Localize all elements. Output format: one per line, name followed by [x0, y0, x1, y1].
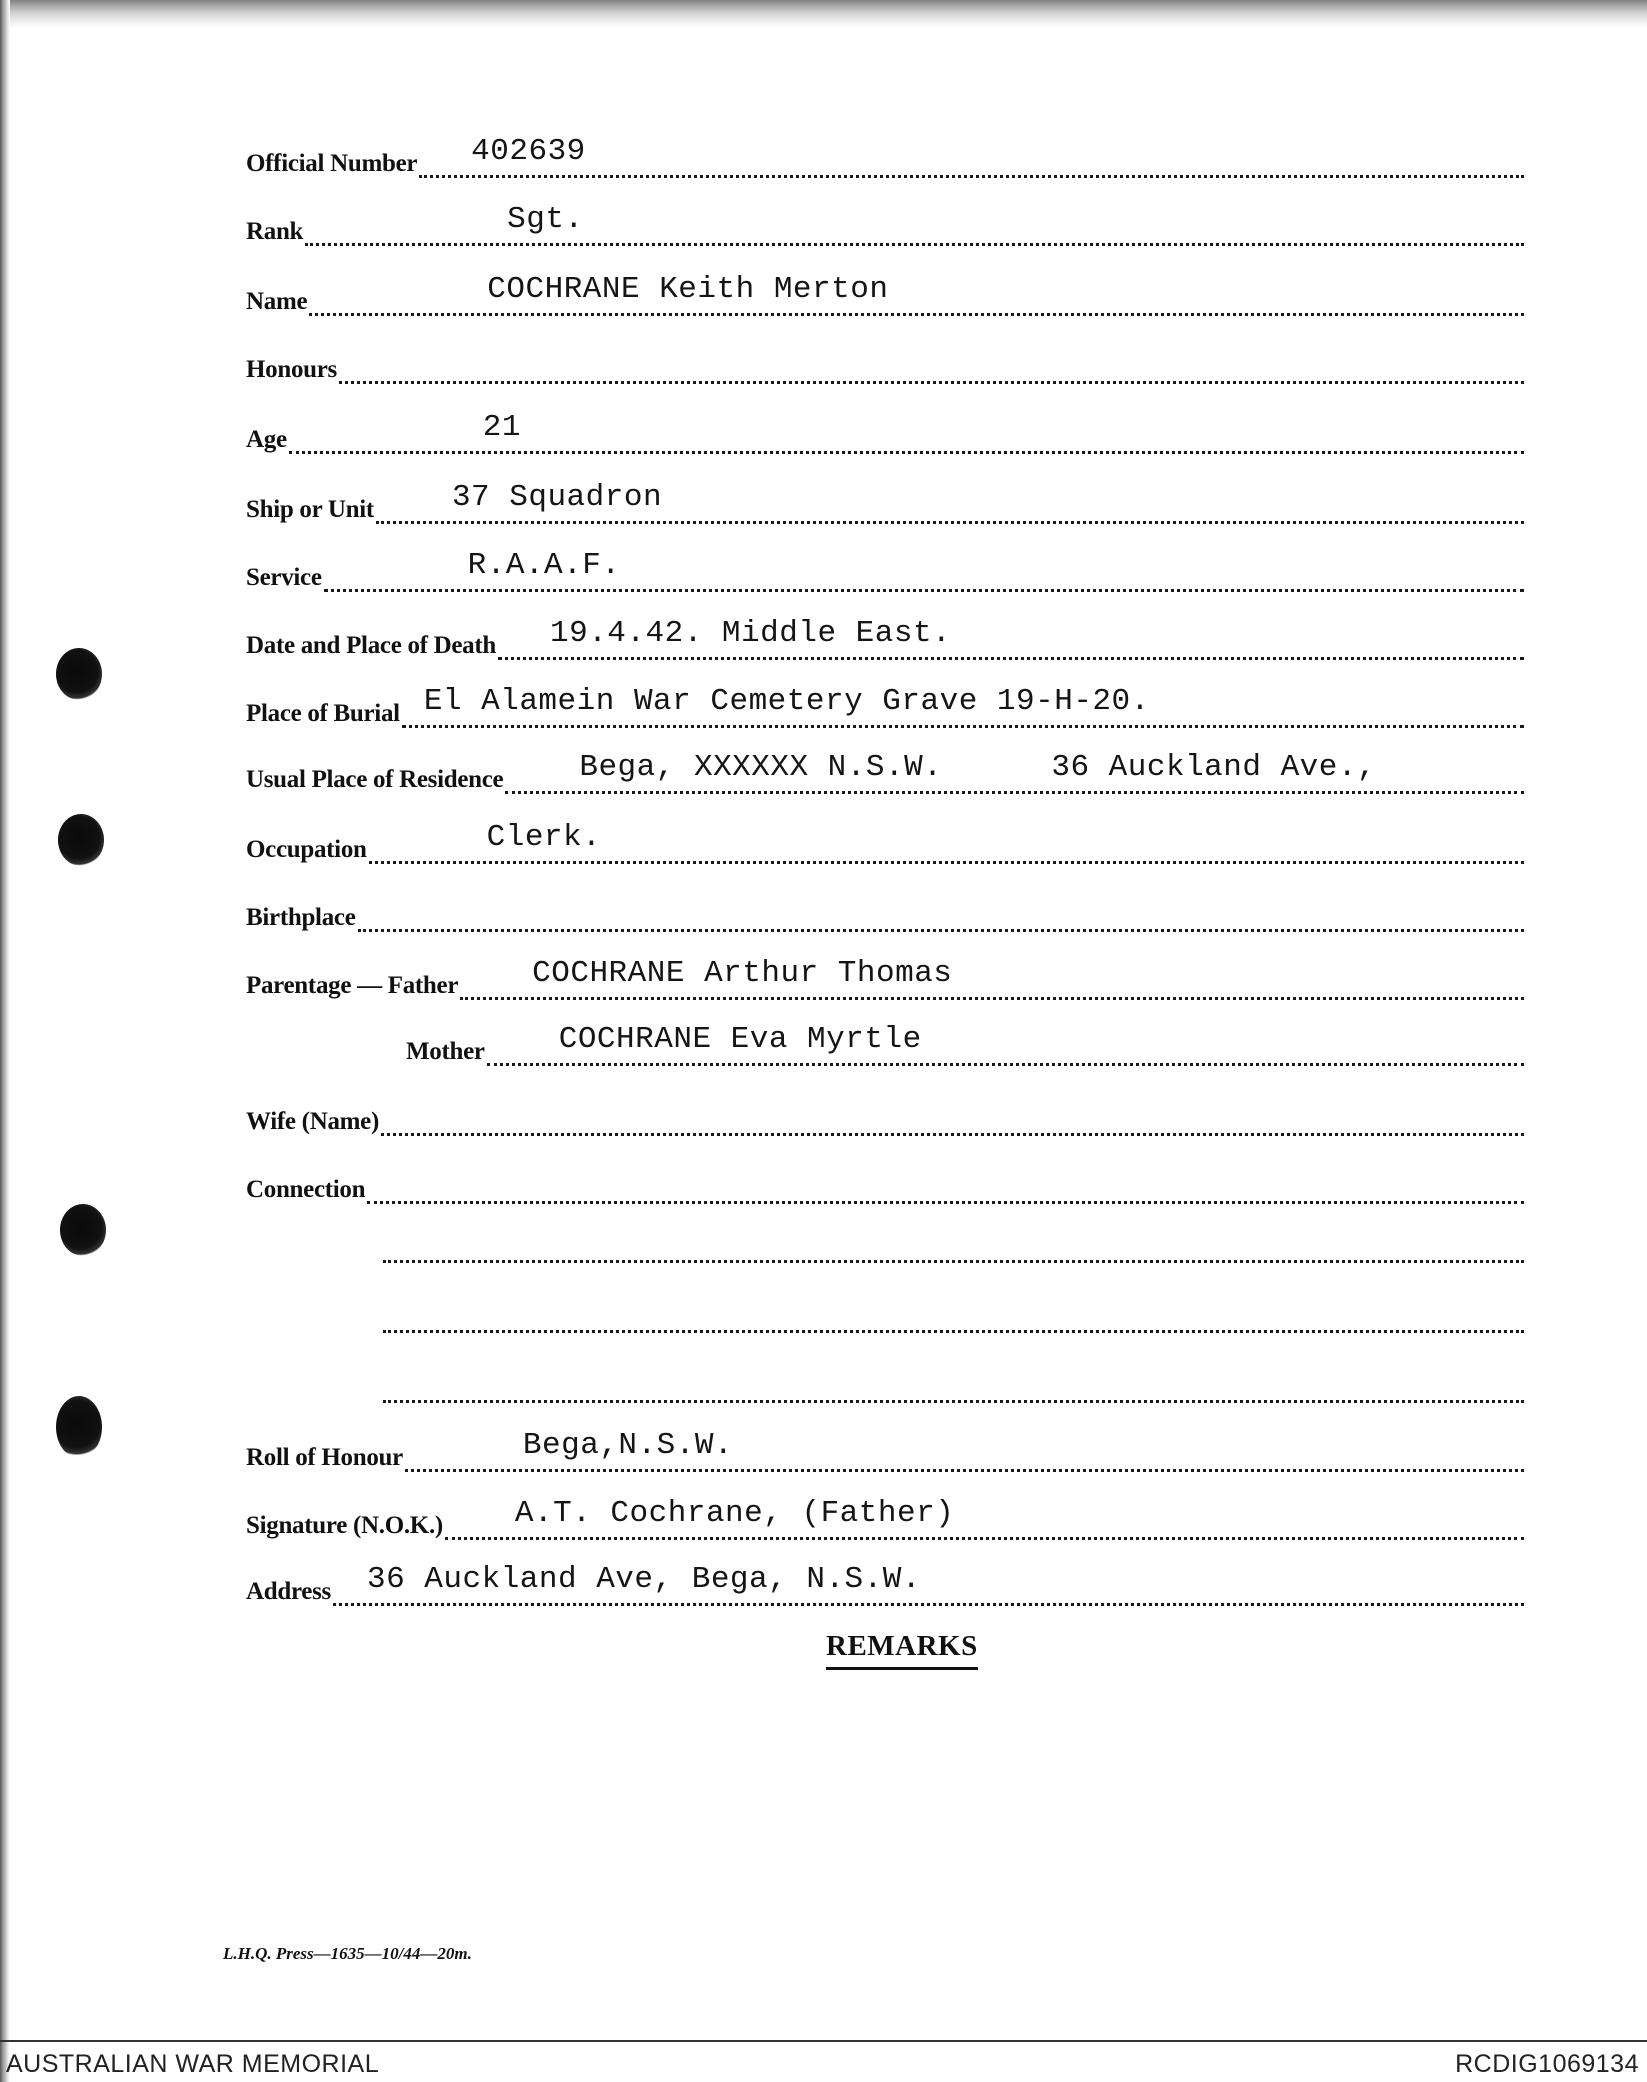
death-label: Date and Place of Death [246, 632, 496, 659]
row-place-of-burial [246, 684, 1524, 728]
ship-or-unit-value: 37 Squadron [451, 480, 663, 515]
row-official-number [246, 134, 1524, 178]
footer-divider [0, 2040, 1647, 2042]
residence-street-value: 36 Auckland Ave., [1051, 750, 1377, 785]
remarks-heading: REMARKS [826, 1630, 978, 1670]
rank-field [305, 203, 1524, 246]
roll-of-honour-label: Roll of Honour [246, 1444, 403, 1471]
father-field [460, 957, 1524, 1000]
name-label: Name [246, 288, 308, 315]
address-field [333, 1563, 1524, 1606]
signature-value: A.T. Cochrane, (Father) [514, 1496, 955, 1531]
ship-or-unit-label: Ship or Unit [246, 496, 374, 523]
death-field [498, 617, 1524, 660]
official-number-value: 402639 [471, 134, 586, 169]
roll-of-honour-value: Bega,N.S.W. [522, 1428, 734, 1463]
address-value: 36 Auckland Ave, Bega, N.S.W. [366, 1562, 921, 1597]
row-occupation [246, 820, 1524, 864]
row-signature [246, 1496, 1524, 1540]
signature-label: Signature (N.O.K.) [246, 1512, 443, 1539]
mother-value: COCHRANE Eva Myrtle [558, 1022, 922, 1057]
residence-field [505, 751, 1524, 794]
wife-label: Wife (Name) [246, 1108, 379, 1135]
residence-value: Bega, XXXXXX N.S.W. [579, 750, 943, 785]
row-date-place-of-death [246, 616, 1524, 660]
row-address [246, 1562, 1524, 1606]
official-number-label: Official Number [246, 150, 418, 177]
age-value: 21 [482, 410, 521, 445]
age-label: Age [246, 426, 287, 453]
occupation-value: Clerk. [486, 820, 602, 855]
row-honours [246, 344, 1524, 384]
row-service [246, 548, 1524, 592]
name-field [309, 273, 1524, 316]
honours-field [339, 341, 1524, 384]
official-number-field [419, 135, 1524, 178]
service-field [324, 549, 1524, 592]
connection-continuation-line [383, 1326, 1524, 1333]
row-roll-of-honour [246, 1428, 1524, 1472]
father-value: COCHRANE Arthur Thomas [532, 956, 953, 991]
row-mother [246, 1022, 1524, 1066]
row-rank [246, 202, 1524, 246]
honours-label: Honours [246, 356, 337, 383]
mother-field [487, 1023, 1524, 1066]
residence-label: Usual Place of Residence [246, 766, 504, 793]
row-father [246, 956, 1524, 1000]
row-name [246, 272, 1524, 316]
row-ship-or-unit [246, 480, 1524, 524]
rank-value: Sgt. [507, 202, 584, 237]
father-label: Parentage — Father [246, 972, 459, 999]
signature-field [445, 1497, 1524, 1540]
row-usual-residence [246, 750, 1524, 794]
archive-credit: AUSTRALIAN WAR MEMORIAL [6, 2050, 380, 2078]
press-mark: L.H.Q. Press—1635—10/44—20m. [223, 1944, 472, 1963]
mother-label: Mother [406, 1038, 485, 1065]
service-value: R.A.A.F. [467, 548, 621, 583]
burial-value: El Alamein War Cemetery Grave 19-H-20. [423, 684, 1150, 719]
ship-or-unit-field [376, 481, 1524, 524]
connection-continuation-line [383, 1256, 1524, 1263]
row-connection [246, 1164, 1524, 1204]
row-birthplace [246, 892, 1524, 932]
service-label: Service [246, 564, 322, 591]
burial-field [402, 685, 1524, 728]
birthplace-field [358, 889, 1525, 932]
rank-label: Rank [246, 218, 304, 245]
burial-label: Place of Burial [246, 700, 400, 727]
occupation-label: Occupation [246, 836, 367, 863]
connection-field [367, 1161, 1524, 1204]
age-field [289, 411, 1524, 454]
name-value: COCHRANE Keith Merton [487, 272, 889, 307]
wife-field [381, 1093, 1524, 1136]
connection-label: Connection [246, 1176, 366, 1203]
address-label: Address [246, 1578, 331, 1605]
death-value: 19.4.42. Middle East. [550, 616, 952, 651]
row-age [246, 410, 1524, 454]
archive-reference-id: RCDIG1069134 [1455, 2050, 1639, 2078]
occupation-field [369, 821, 1524, 864]
birthplace-label: Birthplace [246, 904, 356, 931]
connection-continuation-line [383, 1396, 1524, 1403]
row-wife [246, 1096, 1524, 1136]
roll-of-honour-field [405, 1429, 1524, 1472]
